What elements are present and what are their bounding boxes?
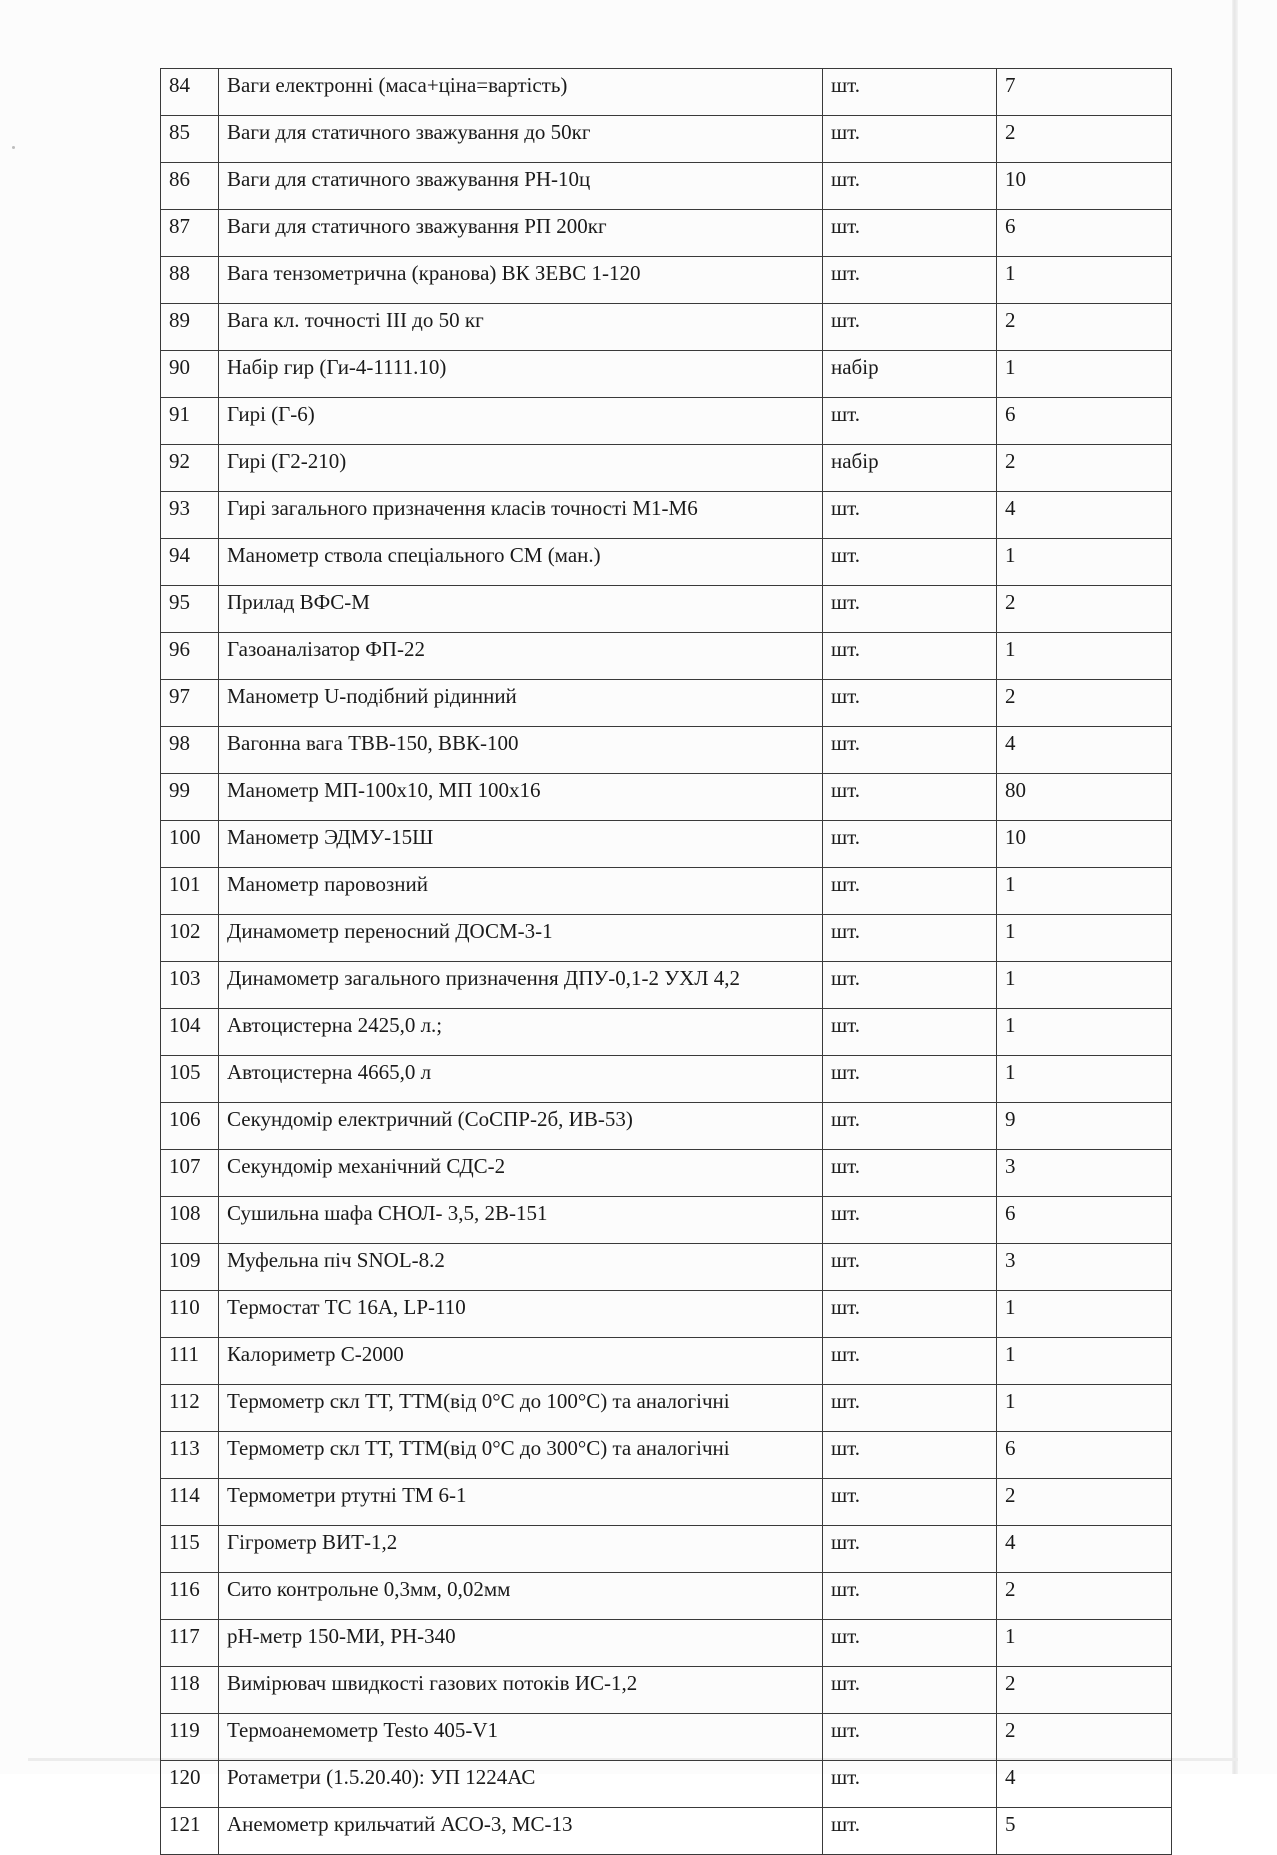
unit-of-measure: шт. <box>823 868 997 915</box>
table-row <box>161 1103 1172 1150</box>
table-row <box>161 351 1172 398</box>
row-number: 94 <box>161 539 219 586</box>
table-row <box>161 1667 1172 1714</box>
item-name: Гирі (Г2-210) <box>219 445 823 492</box>
unit-of-measure: шт. <box>823 774 997 821</box>
row-number: 95 <box>161 586 219 633</box>
quantity: 5 <box>997 1808 1172 1855</box>
unit-of-measure: шт. <box>823 1573 997 1620</box>
unit-of-measure: набір <box>823 351 997 398</box>
item-name: Секундомір механічний СДС-2 <box>219 1150 823 1197</box>
table-row <box>161 69 1172 116</box>
table-row <box>161 1808 1172 1855</box>
unit-of-measure: шт. <box>823 633 997 680</box>
table-row <box>161 1761 1172 1808</box>
table-row <box>161 1291 1172 1338</box>
item-name: Набір гир (Ги-4-1111.10) <box>219 351 823 398</box>
item-name: Ваги для статичного зважування до 50кг <box>219 116 823 163</box>
row-number: 88 <box>161 257 219 304</box>
unit-of-measure: шт. <box>823 1197 997 1244</box>
quantity: 1 <box>997 1291 1172 1338</box>
row-number: 111 <box>161 1338 219 1385</box>
item-name: Термостат ТС 16А, LP-110 <box>219 1291 823 1338</box>
table-row <box>161 680 1172 727</box>
quantity: 1 <box>997 1620 1172 1667</box>
unit-of-measure: шт. <box>823 1056 997 1103</box>
row-number: 106 <box>161 1103 219 1150</box>
quantity: 2 <box>997 586 1172 633</box>
quantity: 1 <box>997 868 1172 915</box>
row-number: 115 <box>161 1526 219 1573</box>
quantity: 2 <box>997 680 1172 727</box>
quantity: 1 <box>997 1009 1172 1056</box>
item-name: Манометр U-подібний рідинний <box>219 680 823 727</box>
item-name: Гирі загального призначення класів точності М1-М6 <box>219 492 823 539</box>
table-row <box>161 398 1172 445</box>
unit-of-measure: шт. <box>823 1432 997 1479</box>
quantity: 1 <box>997 257 1172 304</box>
table-row <box>161 492 1172 539</box>
unit-of-measure: шт. <box>823 257 997 304</box>
item-name: Вага кл. точності ІІІ до 50 кг <box>219 304 823 351</box>
item-name: Термометр скл ТТ, ТТМ(від 0°С до 100°С) та аналогічні <box>219 1385 823 1432</box>
quantity: 1 <box>997 633 1172 680</box>
table-row <box>161 163 1172 210</box>
row-number: 116 <box>161 1573 219 1620</box>
item-name: Ротаметри (1.5.20.40): УП 1224АС <box>219 1761 823 1808</box>
scan-edge-right <box>1232 0 1238 1774</box>
item-name: Секундомір електричний (СоСПР-2б, ИВ-53) <box>219 1103 823 1150</box>
unit-of-measure: шт. <box>823 69 997 116</box>
item-name: Автоцистерна 4665,0 л <box>219 1056 823 1103</box>
row-number: 119 <box>161 1714 219 1761</box>
quantity: 1 <box>997 915 1172 962</box>
row-number: 109 <box>161 1244 219 1291</box>
item-name: Ваги електронні (маса+ціна=вартість) <box>219 69 823 116</box>
table-row <box>161 116 1172 163</box>
quantity: 4 <box>997 1761 1172 1808</box>
unit-of-measure: шт. <box>823 1479 997 1526</box>
unit-of-measure: шт. <box>823 1714 997 1761</box>
row-number: 96 <box>161 633 219 680</box>
unit-of-measure: шт. <box>823 539 997 586</box>
item-name: Гігрометр ВИТ-1,2 <box>219 1526 823 1573</box>
quantity: 6 <box>997 1432 1172 1479</box>
table-row <box>161 727 1172 774</box>
item-name: Газоаналізатор ФП-22 <box>219 633 823 680</box>
unit-of-measure: шт. <box>823 1338 997 1385</box>
table-row <box>161 1197 1172 1244</box>
unit-of-measure: шт. <box>823 1009 997 1056</box>
row-number: 84 <box>161 69 219 116</box>
item-name: Ваги для статичного зважування РН-10ц <box>219 163 823 210</box>
item-name: Манометр паровозний <box>219 868 823 915</box>
quantity: 2 <box>997 1573 1172 1620</box>
row-number: 92 <box>161 445 219 492</box>
quantity: 2 <box>997 1667 1172 1714</box>
unit-of-measure: шт. <box>823 821 997 868</box>
unit-of-measure: шт. <box>823 727 997 774</box>
unit-of-measure: шт. <box>823 304 997 351</box>
row-number: 101 <box>161 868 219 915</box>
unit-of-measure: шт. <box>823 1103 997 1150</box>
quantity: 3 <box>997 1150 1172 1197</box>
quantity: 1 <box>997 539 1172 586</box>
item-name: Калориметр С-2000 <box>219 1338 823 1385</box>
table-row <box>161 1432 1172 1479</box>
quantity: 1 <box>997 1385 1172 1432</box>
item-name: Вага тензометрична (кранова) ВК ЗЕВС 1-120 <box>219 257 823 304</box>
table-row <box>161 1150 1172 1197</box>
row-number: 113 <box>161 1432 219 1479</box>
row-number: 93 <box>161 492 219 539</box>
row-number: 89 <box>161 304 219 351</box>
item-name: Прилад ВФС-М <box>219 586 823 633</box>
table-row <box>161 774 1172 821</box>
unit-of-measure: шт. <box>823 398 997 445</box>
row-number: 85 <box>161 116 219 163</box>
item-name: Анемометр крильчатий АСО-3, МС-13 <box>219 1808 823 1855</box>
unit-of-measure: шт. <box>823 1150 997 1197</box>
row-number: 104 <box>161 1009 219 1056</box>
table-row <box>161 257 1172 304</box>
quantity: 1 <box>997 351 1172 398</box>
row-number: 108 <box>161 1197 219 1244</box>
unit-of-measure: шт. <box>823 915 997 962</box>
row-number: 112 <box>161 1385 219 1432</box>
unit-of-measure: шт. <box>823 962 997 1009</box>
item-name: Термометр скл ТТ, ТТМ(від 0°С до 300°С) та аналогічні <box>219 1432 823 1479</box>
unit-of-measure: набір <box>823 445 997 492</box>
unit-of-measure: шт. <box>823 492 997 539</box>
quantity: 4 <box>997 1526 1172 1573</box>
table-row <box>161 1573 1172 1620</box>
table-row <box>161 1009 1172 1056</box>
row-number: 117 <box>161 1620 219 1667</box>
item-name: Автоцистерна 2425,0 л.; <box>219 1009 823 1056</box>
instrument-inventory-table <box>160 68 1172 1855</box>
row-number: 98 <box>161 727 219 774</box>
quantity: 80 <box>997 774 1172 821</box>
item-name: Термоанемометр Testo 405-V1 <box>219 1714 823 1761</box>
table-row <box>161 304 1172 351</box>
table-row <box>161 868 1172 915</box>
unit-of-measure: шт. <box>823 1244 997 1291</box>
table-row <box>161 821 1172 868</box>
quantity: 1 <box>997 962 1172 1009</box>
item-name: Вимірювач швидкості газових потоків ИС-1,2 <box>219 1667 823 1714</box>
row-number: 102 <box>161 915 219 962</box>
table-row <box>161 1385 1172 1432</box>
row-number: 87 <box>161 210 219 257</box>
row-number: 105 <box>161 1056 219 1103</box>
table-row <box>161 1526 1172 1573</box>
quantity: 2 <box>997 445 1172 492</box>
quantity: 1 <box>997 1338 1172 1385</box>
quantity: 6 <box>997 1197 1172 1244</box>
row-number: 107 <box>161 1150 219 1197</box>
item-name: Манометр ствола спеціального СМ (ман.) <box>219 539 823 586</box>
item-name: Манометр МП-100х10, МП 100х16 <box>219 774 823 821</box>
quantity: 7 <box>997 69 1172 116</box>
row-number: 103 <box>161 962 219 1009</box>
quantity: 6 <box>997 398 1172 445</box>
quantity: 1 <box>997 1056 1172 1103</box>
table-row <box>161 539 1172 586</box>
row-number: 97 <box>161 680 219 727</box>
table-row <box>161 1056 1172 1103</box>
unit-of-measure: шт. <box>823 1385 997 1432</box>
quantity: 2 <box>997 1714 1172 1761</box>
row-number: 86 <box>161 163 219 210</box>
table-row <box>161 1338 1172 1385</box>
quantity: 3 <box>997 1244 1172 1291</box>
item-name: Сушильна шафа СНОЛ- 3,5, 2В-151 <box>219 1197 823 1244</box>
unit-of-measure: шт. <box>823 1808 997 1855</box>
table-row <box>161 633 1172 680</box>
quantity: 10 <box>997 163 1172 210</box>
row-number: 118 <box>161 1667 219 1714</box>
unit-of-measure: шт. <box>823 1620 997 1667</box>
unit-of-measure: шт. <box>823 210 997 257</box>
item-name: Гирі (Г-6) <box>219 398 823 445</box>
quantity: 2 <box>997 116 1172 163</box>
row-number: 114 <box>161 1479 219 1526</box>
table-row <box>161 1479 1172 1526</box>
unit-of-measure: шт. <box>823 586 997 633</box>
row-number: 91 <box>161 398 219 445</box>
item-name: Динамометр загального призначення ДПУ-0,1-2 УХЛ 4,2 <box>219 962 823 1009</box>
table-row <box>161 1714 1172 1761</box>
item-name: Термометри ртутні ТМ 6-1 <box>219 1479 823 1526</box>
quantity: 10 <box>997 821 1172 868</box>
quantity: 4 <box>997 492 1172 539</box>
item-name: Муфельна піч SNOL-8.2 <box>219 1244 823 1291</box>
quantity: 4 <box>997 727 1172 774</box>
quantity: 2 <box>997 304 1172 351</box>
unit-of-measure: шт. <box>823 1291 997 1338</box>
unit-of-measure: шт. <box>823 1667 997 1714</box>
row-number: 110 <box>161 1291 219 1338</box>
quantity: 9 <box>997 1103 1172 1150</box>
unit-of-measure: шт. <box>823 116 997 163</box>
table-row <box>161 1244 1172 1291</box>
scan-speck <box>12 146 15 149</box>
item-name: Динамометр переносний ДОСМ-3-1 <box>219 915 823 962</box>
item-name: Вагонна вага ТВВ-150, ВВК-100 <box>219 727 823 774</box>
item-name: Сито контрольне 0,3мм, 0,02мм <box>219 1573 823 1620</box>
row-number: 121 <box>161 1808 219 1855</box>
quantity: 6 <box>997 210 1172 257</box>
table-row <box>161 445 1172 492</box>
row-number: 100 <box>161 821 219 868</box>
row-number: 90 <box>161 351 219 398</box>
table-row <box>161 210 1172 257</box>
unit-of-measure: шт. <box>823 1761 997 1808</box>
table-row <box>161 1620 1172 1667</box>
unit-of-measure: шт. <box>823 1526 997 1573</box>
row-number: 120 <box>161 1761 219 1808</box>
table-row <box>161 915 1172 962</box>
table-row <box>161 586 1172 633</box>
unit-of-measure: шт. <box>823 680 997 727</box>
unit-of-measure: шт. <box>823 163 997 210</box>
item-name: Ваги для статичного зважування РП 200кг <box>219 210 823 257</box>
item-name: Манометр ЭДМУ-15Ш <box>219 821 823 868</box>
row-number: 99 <box>161 774 219 821</box>
inventory-table-body <box>161 69 1172 1855</box>
table-row <box>161 962 1172 1009</box>
quantity: 2 <box>997 1479 1172 1526</box>
item-name: рН-метр 150-МИ, РН-340 <box>219 1620 823 1667</box>
